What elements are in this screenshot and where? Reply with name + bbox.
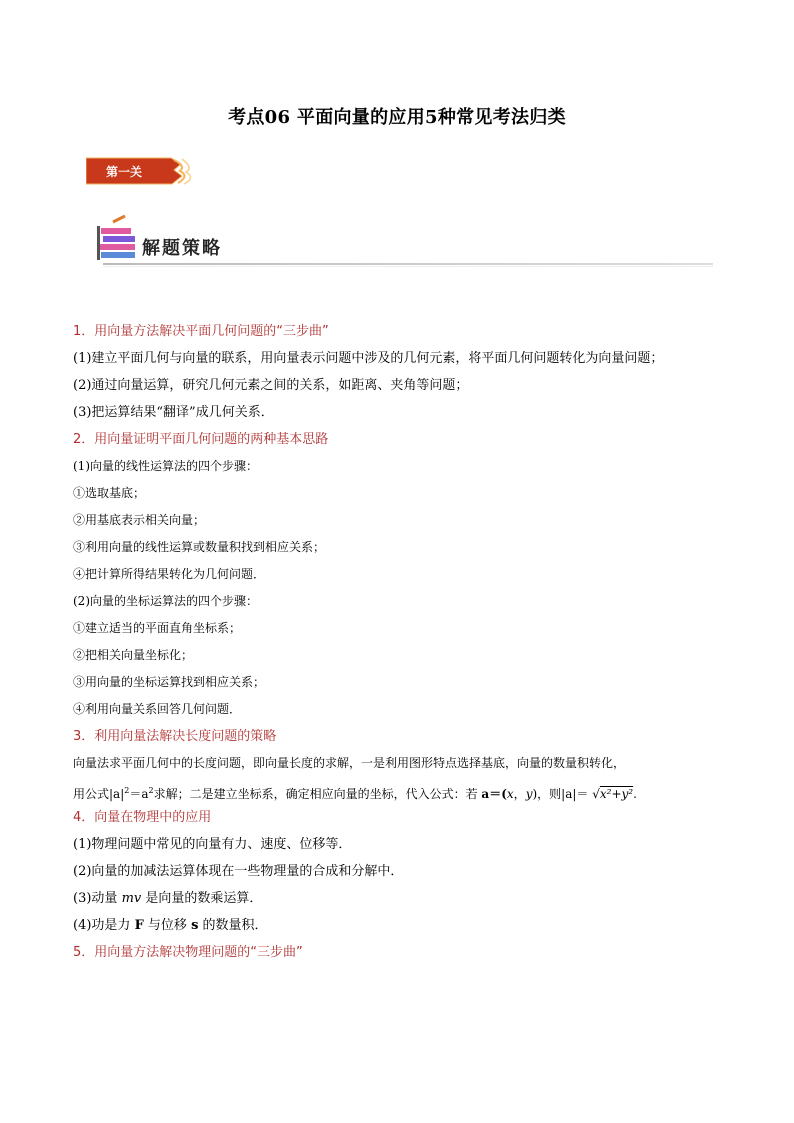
section-3-heading: 3．利用向量法解决长度问题的策略 (73, 729, 277, 744)
strategy-divider (103, 263, 713, 265)
section-2-b-step-4: ④利用向量关系回答几何问题． (73, 702, 242, 716)
formula-sup-2: 2 (148, 786, 154, 795)
section-2-method-b: (2)向量的坐标运算法的四个步骤： (73, 594, 258, 608)
section-2-a-step-2: ②用基底表示相关向量； (73, 513, 206, 527)
section-2-a-step-1: ①选取基底； (73, 486, 146, 500)
line-3-part-b: 是向量的数乘运算． (141, 891, 263, 906)
section-4-heading: 4．向量在物理中的应用 (73, 810, 212, 825)
strategy-label: 解题策略 (142, 238, 222, 259)
strategy-divider-shadow (103, 266, 713, 267)
section-2-heading: 2．用向量证明平面几何问题的两种基本思路 (73, 432, 329, 447)
section-2-b-step-2: ②把相关向量坐标化； (73, 648, 194, 662)
formula-x: x (506, 787, 514, 801)
sqrt-radicand: x²+y² (599, 787, 634, 801)
displacement-s: s (191, 918, 199, 933)
books-pencil-icon (95, 214, 145, 262)
section-1-line-1: (1)建立平面几何与向量的联系，用向量表示问题中涉及的几何元素，将平面几何问题转化为向量问题； (73, 351, 664, 366)
line-4-part-c: 的数量积． (198, 918, 268, 933)
sqrt-symbol: √ (592, 787, 600, 801)
section-1-line-3: (3)把运算结果“翻译”成几何关系． (73, 405, 274, 420)
section-2-a-step-4: ④把计算所得结果转化为几何问题． (73, 567, 266, 581)
page-title: 考点06 平面向量的应用5种常见考法归类 (228, 107, 566, 128)
formula-y: y (525, 787, 533, 801)
formula-sup-1: 2 (124, 786, 130, 795)
section-2-method-a: (1)向量的线性运算法的四个步骤： (73, 459, 258, 473)
section-5-heading: 5．用向量方法解决物理问题的“三步曲” (73, 945, 303, 960)
formula-part-e: )，则|a|＝ (532, 787, 593, 801)
section-3-line-1: 向量法求平面几何中的长度问题，即向量长度的求解，一是利用图形特点选择基底，向量的数量积转化， (73, 756, 626, 770)
section-1-heading: 1．用向量方法解决平面几何问题的“三步曲” (73, 324, 329, 339)
section-4-line-1: (1)物理问题中常见的向量有力、速度、位移等． (73, 837, 352, 852)
level-banner (86, 156, 196, 186)
line-4-part-a: (4)功是力 (73, 918, 135, 933)
banner-label: 第一关 (106, 165, 143, 179)
section-4-line-4 (73, 912, 733, 939)
formula-part-b: ＝a (129, 787, 149, 801)
line-4-part-b: 与位移 (143, 918, 192, 933)
section-2-b-step-1: ①建立适当的平面直角坐标系； (73, 621, 242, 635)
section-4-line-3 (73, 885, 733, 912)
momentum-mv: mv (121, 891, 142, 906)
section-4-line-2: (2)向量的加减法运算体现在一些物理量的合成和分解中． (73, 864, 404, 879)
formula-part-c: 求解；二是建立坐标系，确定相应向量的坐标，代入公式：若 (153, 787, 482, 801)
strategy-content (73, 318, 733, 966)
formula-comma: ， (513, 787, 526, 801)
formula-vector-a: a＝( (481, 787, 507, 801)
section-2-b-step-3: ③用向量的坐标运算找到相应关系； (73, 675, 266, 689)
section-3-line-2 (73, 777, 733, 804)
strategy-header (95, 214, 715, 270)
line-3-part-a: (3)动量 (73, 891, 122, 906)
section-1-line-2: (2)通过向量运算，研究几何元素之间的关系，如距离、夹角等问题； (73, 378, 469, 393)
formula-end: . (633, 787, 637, 801)
section-2-a-step-3: ③利用向量的线性运算或数量积找到相应关系； (73, 540, 326, 554)
force-F: F (134, 918, 144, 933)
formula-part-a: 用公式|a| (73, 787, 125, 801)
